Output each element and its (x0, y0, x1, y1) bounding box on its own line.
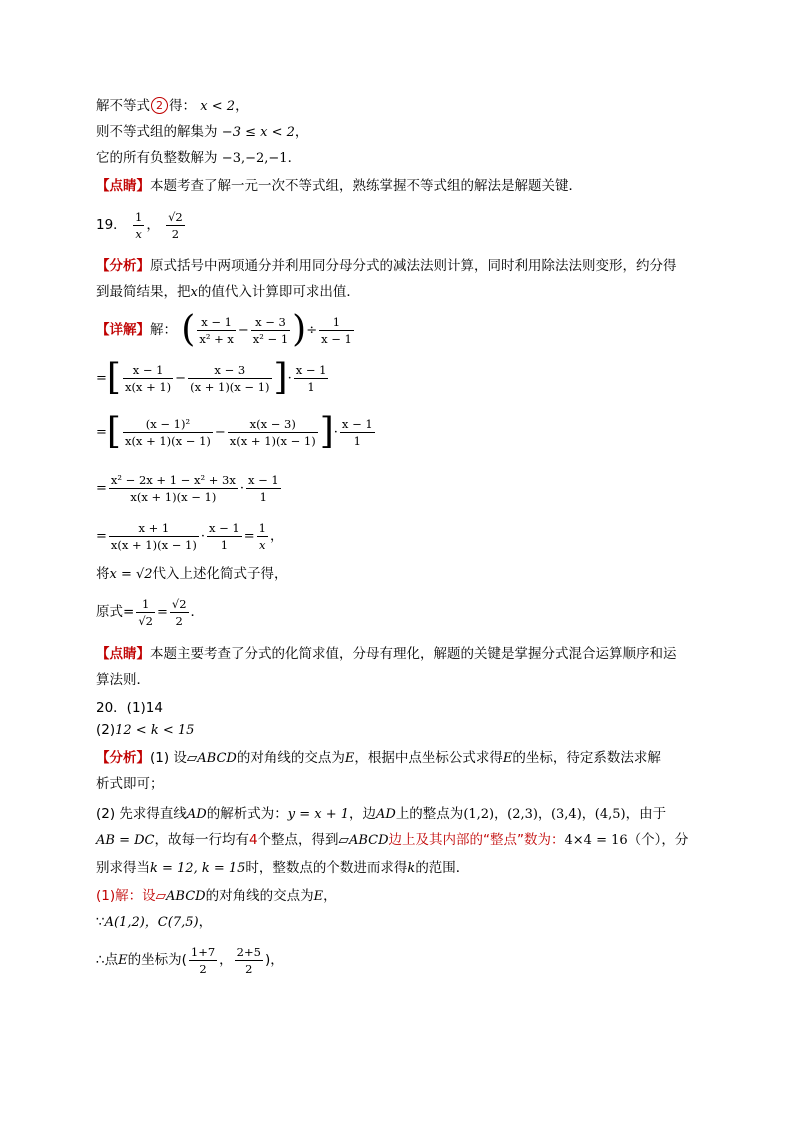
line-analysis-20d: AB = DC，故每一行均有4个整点，得到▱ABCD边上及其内部的“整点”数为：4×4 = 16（个），分 (96, 832, 689, 848)
line-analysis-20b: 析式即可； (96, 776, 164, 792)
text: 原式括号中两项通分并利用同分母分式的减法法则计算，同时利用除法法则变形，约分得 (150, 258, 677, 274)
math-step-3: = $\frac{\text{x² − 2x + 1 − x² + 3x}}{x(x + 1)(x - 1)}$ · $\frac{x - 1}{1}$ (96, 472, 279, 504)
text: ． (287, 150, 302, 166)
circled-number: 2 (151, 97, 168, 114)
text: 解不等式 (96, 98, 150, 114)
line-comment-19b: 算法则． (96, 672, 150, 688)
line-solution-20b: ∵A(1,2)，C(7,5)， (96, 914, 213, 930)
math-step-4: = $\frac{x + 1}{x(x + 1)(x - 1)}$ · $\frac{x - 1}{1}$ = $\frac{1}{x}$ ， (96, 520, 284, 552)
line-analysis-19 (96, 256, 677, 276)
text: ， (294, 124, 309, 140)
line-solution-20c: ∴点E的坐标为( $\frac{1+7}{2}$ ， $\frac{2+5}{2}$ )， (96, 944, 284, 976)
line-ineq2 (96, 96, 249, 117)
text: ， (235, 98, 249, 114)
text: 它的所有负整数解为 (96, 150, 218, 166)
question-20-answer2: (2)12 < k < 15 (96, 722, 195, 738)
math: −3 ≤ x < 2 (221, 125, 295, 140)
line-substitute: 将x = √2代入上述化简式子得， (96, 566, 288, 582)
comment-tag: 【点睛】 (96, 646, 150, 662)
math: −3,−2,−1 (221, 151, 288, 166)
detail-tag: 【详解】 (96, 322, 150, 338)
fraction-answer2: $\frac{√2}{2}$ (168, 209, 183, 241)
line-comment-19: 【点睛】本题主要考查了分式的化简求值，分母有理化，解题的关键是掌握分式混合运算顺序和运 (96, 646, 677, 662)
line-analysis-20: 【分析】(1) 设▱ABCD的对角线的交点为E，根据中点坐标公式求得E的坐标，待定系数法求解 (96, 750, 661, 766)
math-step-1: =[ $\frac{x - 1}{x(x + 1)}$ − $\frac{x - 3}{(x + 1)(x - 1)}$ ]· $\frac{x - 1}{1}$ (96, 357, 327, 398)
question-19-answer: 19． $\frac{1}{x}$ ， $\frac{√2}{2}$ (96, 209, 183, 241)
line-analysis-20e: 别求得当k = 12, k = 15时，整数点的个数进而求得k的范围． (96, 860, 470, 876)
line-original: 原式= $\frac{1}{√2}$ = $\frac{√2}{2}$ ． (96, 596, 205, 628)
text: 得： (169, 98, 196, 114)
line-solution-set (96, 122, 308, 143)
analysis-tag: 【分析】 (96, 258, 150, 274)
math: x < 2 (200, 99, 236, 114)
line-solution-20: (1)解：设▱ABCD的对角线的交点为E， (96, 888, 337, 904)
analysis-tag: 【分析】 (96, 750, 150, 766)
comment-tag: 【点睛】 (96, 178, 150, 194)
text: 则不等式组的解集为 (96, 124, 218, 140)
text: 本题考查了解一元一次不等式组，熟练掌握不等式组的解法是解题关键． (150, 178, 582, 194)
line-analysis-19b: 到最简结果，把x的值代入计算即可求出值． (96, 284, 360, 300)
line-detail-19: 【详解】解： ( $\frac{x - 1}{\text{x² + x}}$ − $\frac{x - 3}{\text{x² − 1}}$ )÷ $\frac{1}{x - 1}$ (96, 309, 352, 350)
fraction-answer1: $\frac{1}{x}$ (134, 209, 143, 241)
line-comment-18 (96, 176, 582, 196)
math-step-2: =[ $\frac{\text{(x − 1)²}}{x(x + 1)(x - 1)}$ − $\frac{x(x - 3)}{x(x + 1)(x - 1)}$ ]· $\frac{x - 1}{1}$ (96, 411, 373, 452)
question-number: 19． (96, 217, 127, 233)
question-20-answer1: 20．(1)14 (96, 700, 163, 716)
line-analysis-20c: (2) 先求得直线AD的解析式为：y = x + 1，边AD上的整点为(1,2)，(2,3)，(3,4)，(4,5)，由于 (96, 806, 667, 822)
line-negative-int (96, 148, 301, 169)
